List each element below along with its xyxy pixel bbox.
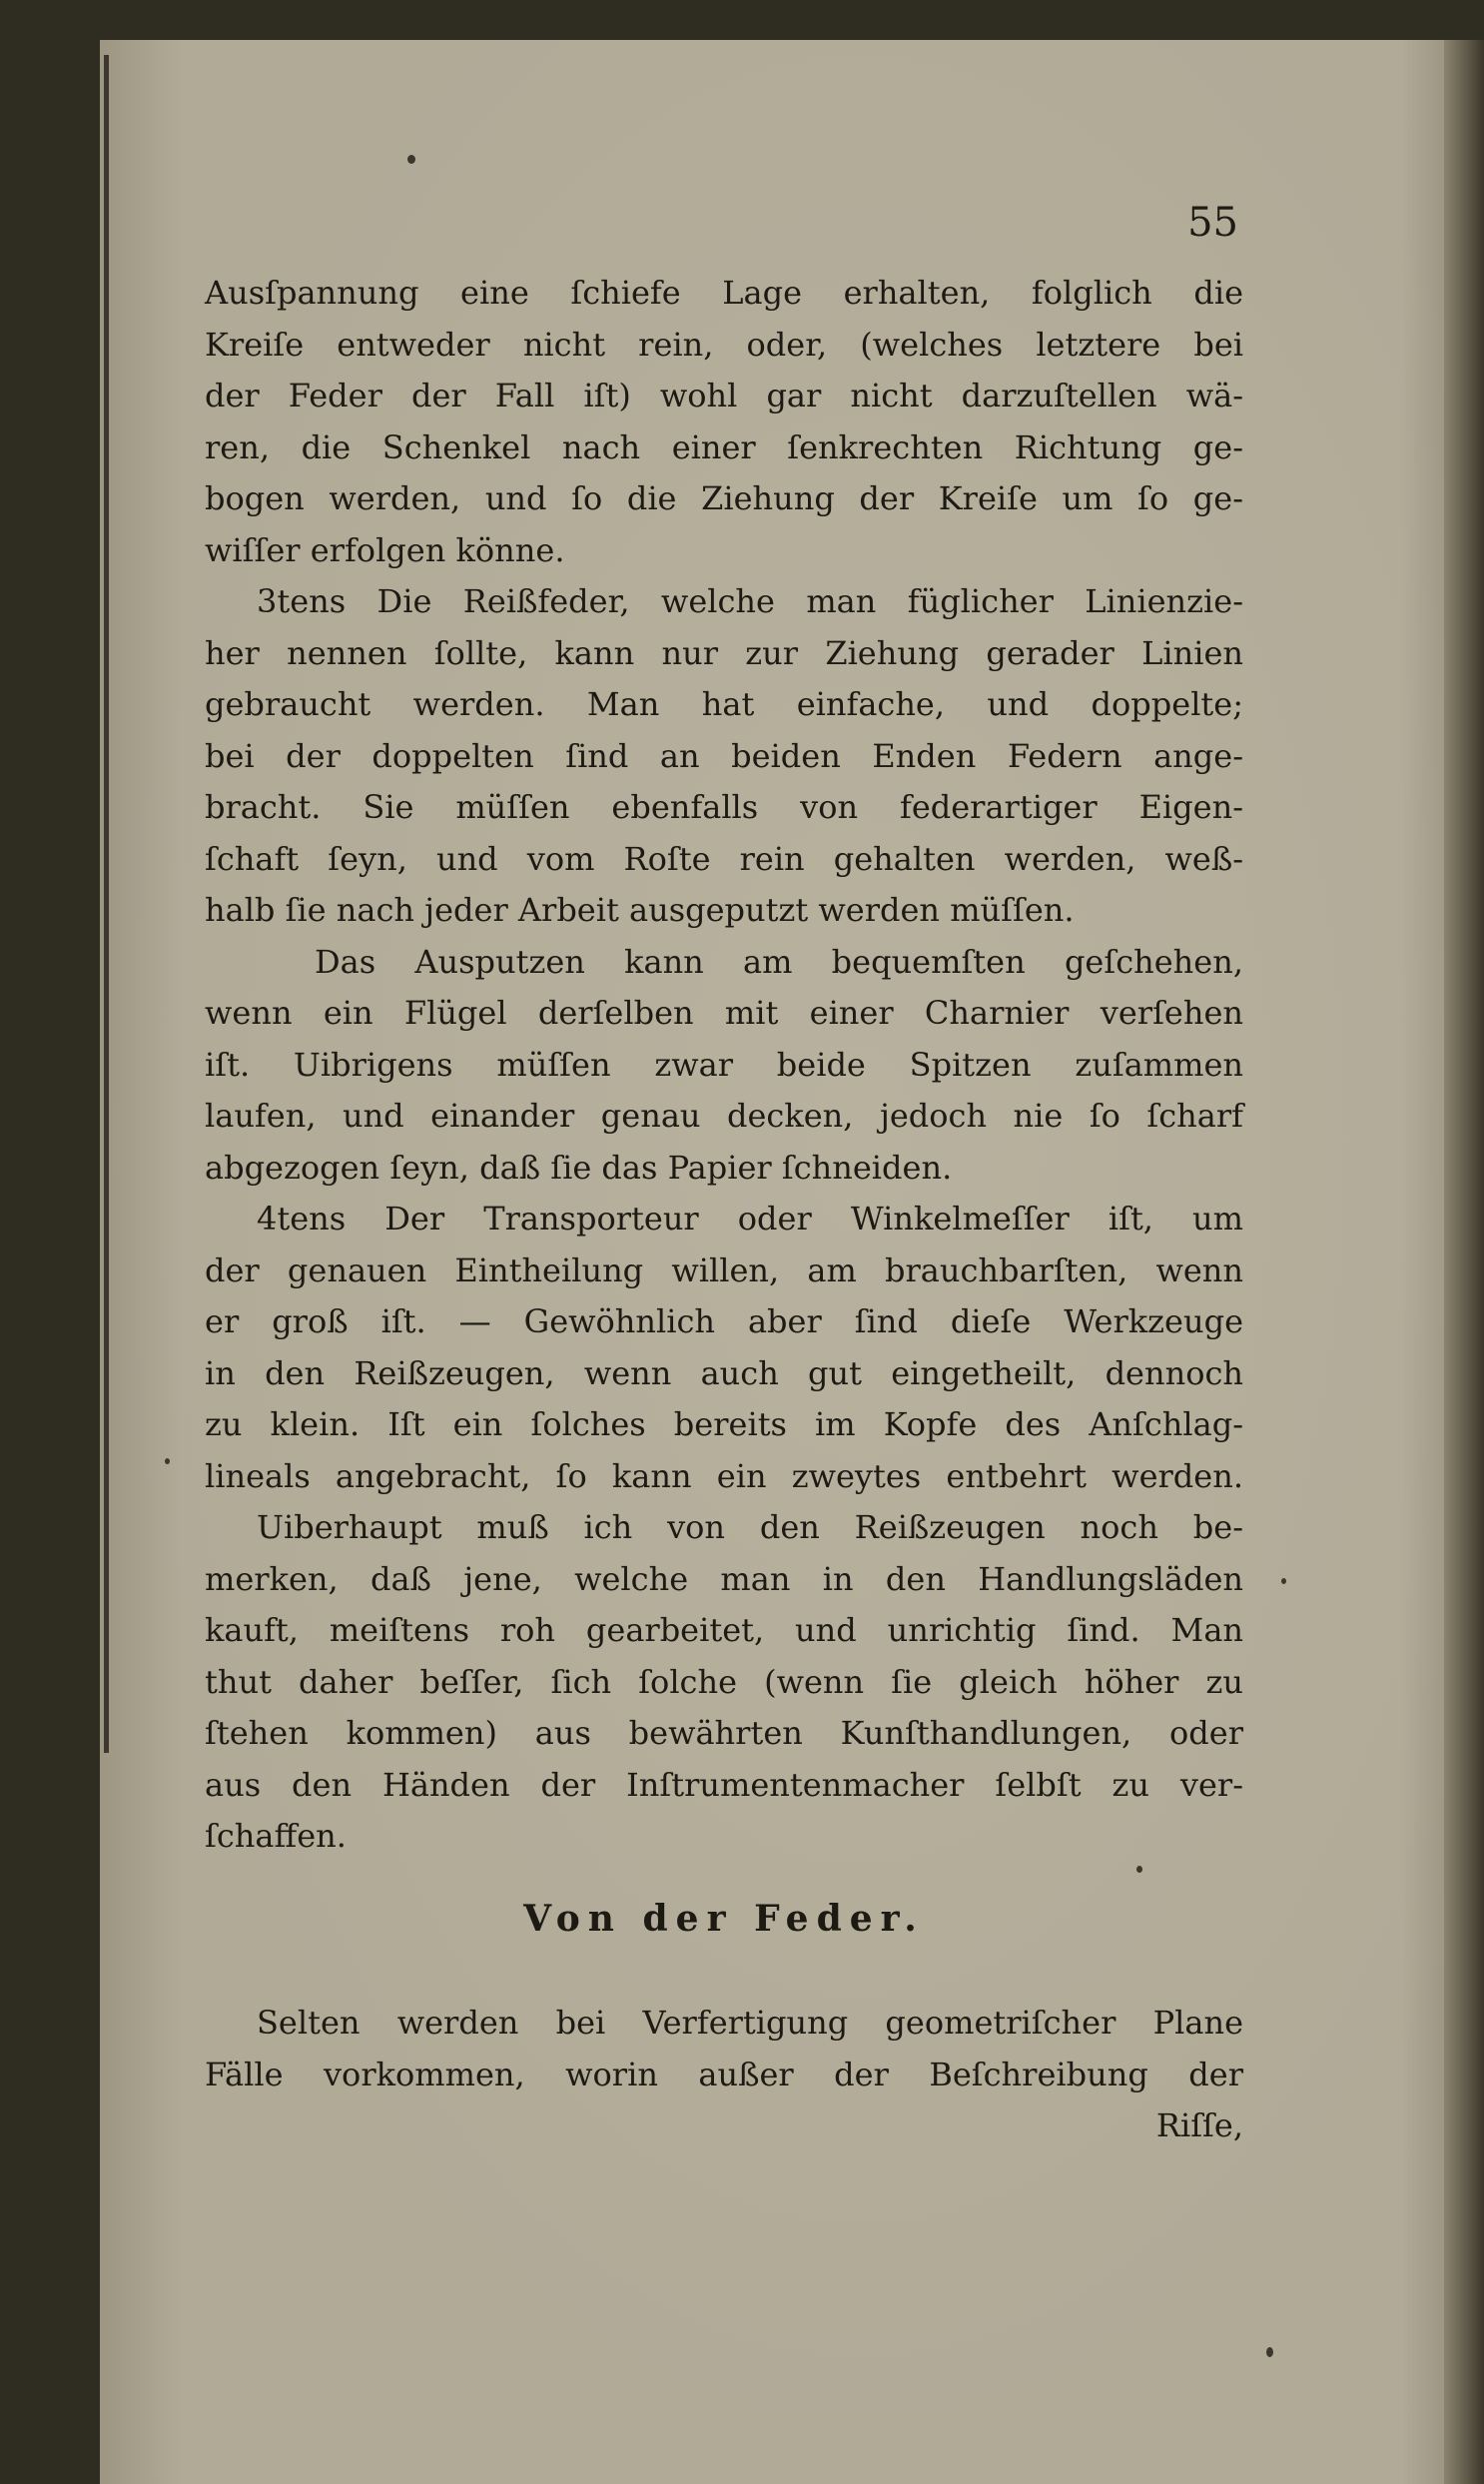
body-text-section xyxy=(205,1998,1243,2152)
gutter-line xyxy=(104,55,109,1753)
text-line: Uiberhaupt muß ich von den Reißzeugen noch be- xyxy=(257,1508,1243,1546)
catchword: Riſſe, xyxy=(1155,2106,1243,2144)
text-line: bracht. Sie müſſen ebenfalls von federartiger Eigen- xyxy=(205,788,1243,826)
ink-speck xyxy=(165,1458,170,1464)
text-line: wiſſer erfolgen könne. xyxy=(205,530,565,569)
text-line: abgezogen ſeyn, daß ſie das Papier ſchneiden. xyxy=(205,1148,953,1187)
text-line: Kreiſe entweder nicht rein, oder, (welches letztere bei xyxy=(205,325,1243,364)
text-line: Ausſpannung eine ſchiefe Lage erhalten, folglich die xyxy=(205,274,1243,312)
text-line: zu klein. Iſt ein ſolches bereits im Kopfe des Anſchlag- xyxy=(205,1405,1243,1443)
text-line: iſt. Uibrigens müſſen zwar beide Spitzen zuſammen xyxy=(205,1045,1243,1084)
text-line: Fälle vorkommen, worin außer der Beſchreibung der xyxy=(205,2055,1243,2093)
text-line: ren, die Schenkel nach einer ſenkrechten Richtung ge- xyxy=(205,427,1243,466)
text-line: thut daher beſſer, ſich ſolche (wenn ſie gleich höher zu xyxy=(205,1662,1243,1701)
ink-speck xyxy=(407,155,415,164)
body-text xyxy=(205,268,1243,1863)
text-line: der Feder der Fall iſt) wohl gar nicht darzuſtellen wä- xyxy=(205,377,1243,414)
text-line: gebraucht werden. Man hat einfache, und doppelte; xyxy=(205,685,1243,723)
text-line: kauft, meiſtens roh gearbeitet, und unrichtig ſind. Man xyxy=(205,1611,1243,1649)
ink-speck xyxy=(1266,2347,1273,2357)
text-line: Das Ausputzen kann am bequemſten geſchehen, xyxy=(315,942,1243,981)
text-line: bei der doppelten ſind an beiden Enden Federn ange- xyxy=(205,736,1243,775)
text-line: her nennen ſollte, kann nur zur Ziehung gerader Linien xyxy=(205,633,1243,672)
text-line: ſtehen kommen) aus bewährten Kunſthandlungen, oder xyxy=(205,1714,1243,1752)
text-line: lineals angebracht, ſo kann ein zweytes entbehrt werden. xyxy=(205,1456,1243,1495)
text-line: wenn ein Flügel derſelben mit einer Charnier verſehen xyxy=(205,994,1243,1032)
page-edge-shadow xyxy=(1444,40,1484,2484)
text-line: Selten werden bei Verfertigung geometriſcher Plane xyxy=(257,2004,1243,2042)
text-line: ſchaffen. xyxy=(205,1817,347,1855)
text-line: merken, daß jene, welche man in den Handlungsläden xyxy=(205,1559,1243,1598)
text-line: 4tens Der Transporteur oder Winkelmeſſer iſt, um xyxy=(257,1200,1243,1238)
ink-speck xyxy=(1136,1866,1142,1873)
text-line: aus den Händen der Inſtrumentenmacher ſelbſt zu ver- xyxy=(205,1765,1243,1804)
text-line: laufen, und einander genau decken, jedoch nie ſo ſcharf xyxy=(205,1097,1243,1135)
text-line: bogen werden, und ſo die Ziehung der Kreiſe um ſo ge- xyxy=(205,479,1243,517)
section-heading: Von der Feder. xyxy=(523,1898,925,1940)
text-line: 3tens Die Reißfeder, welche man füglicher Linienzie- xyxy=(257,582,1243,620)
text-line: halb ſie nach jeder Arbeit ausgeputzt werden müſſen. xyxy=(205,891,1075,929)
ink-speck xyxy=(1281,1578,1286,1584)
text-line: er groß iſt. — Gewöhnlich aber ſind dieſe Werkzeuge xyxy=(205,1302,1243,1340)
text-line: ſchaft ſeyn, und vom Roſte rein gehalten werden, weß- xyxy=(205,839,1243,878)
text-line: der genauen Eintheilung willen, am brauchbarſten, wenn xyxy=(205,1250,1243,1289)
text-line: in den Reißzeugen, wenn auch gut eingetheilt, dennoch xyxy=(205,1353,1243,1392)
page-number: 55 xyxy=(1187,200,1238,246)
